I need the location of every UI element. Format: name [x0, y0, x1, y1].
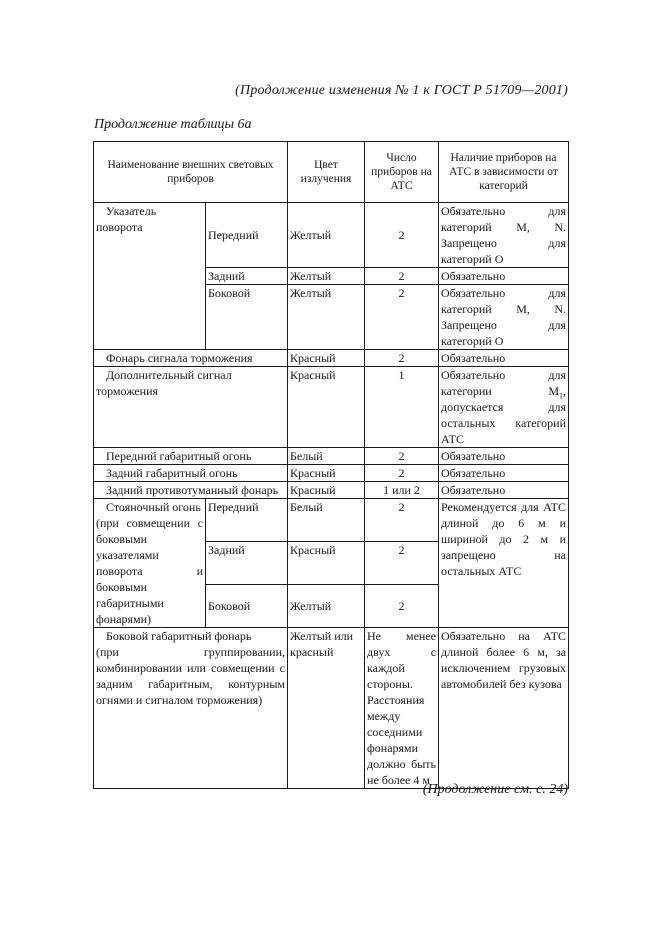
- cell-brake-name: Фонарь сигнала торможения: [94, 350, 288, 367]
- cell-turn-side-count: 2: [365, 285, 439, 350]
- cell-side-marker-count: Не менее двух с каждой стороны. Расстояния между соседними фонарями должно быть не более 4 м: [365, 628, 439, 789]
- cell-extra-brake-presence: [439, 367, 569, 448]
- col-header-color: Цвет излучения: [288, 142, 365, 203]
- category-subscript: 1: [559, 391, 564, 401]
- cell-extra-brake-name: Дополнительный сигнал торможения: [94, 367, 288, 448]
- table-row: [94, 367, 569, 448]
- cell-turn-side-color: Желтый: [288, 285, 365, 350]
- cell-brake-color: Красный: [288, 350, 365, 367]
- presence-text-start: Обязательно для категории М: [441, 368, 567, 398]
- cell-parking-front-pos: Передний: [206, 499, 288, 542]
- header-continuation: (Продолжение изменения № 1 к ГОСТ Р 51709—2001): [235, 83, 568, 98]
- side-marker-note: (при группировании, комбинировании или совмещении с задним габаритным, контурным огнями и сигналом торможения): [96, 645, 286, 707]
- table-row: [94, 628, 569, 789]
- table-row: [94, 448, 569, 465]
- parking-note: (при совмещении с боковыми указателями поворота и боковыми габаритными фонарями): [96, 516, 203, 626]
- cell-fog-color: Красный: [288, 482, 365, 499]
- table-row: [94, 465, 569, 482]
- cell-rear-marker-color: Красный: [288, 465, 365, 482]
- cell-parking-name: [94, 499, 206, 628]
- cell-turn-front-pos: Передний: [206, 203, 288, 268]
- cell-rear-marker-presence: Обязательно: [439, 465, 569, 482]
- cell-parking-side-pos: Боковой: [206, 585, 288, 628]
- lighting-table: [93, 141, 569, 789]
- cell-turn-name: Указатель поворота: [94, 203, 206, 350]
- cell-front-marker-count: 2: [365, 448, 439, 465]
- cell-turn-front-presence: Обязательно для категорий М, N. Запрещено для категорий О: [439, 203, 569, 268]
- cell-fog-name: Задний противотуманный фонарь: [94, 482, 288, 499]
- cell-side-marker-presence: Обязательно на АТС длиной более 6 м, за исключением грузовых автомобилей без кузова: [439, 628, 569, 789]
- cell-brake-count: 2: [365, 350, 439, 367]
- table-header-row: [94, 142, 569, 203]
- cell-turn-front-color: Желтый: [288, 203, 365, 268]
- cell-parking-side-count: 2: [365, 585, 439, 628]
- cell-brake-presence: Обязательно: [439, 350, 569, 367]
- cell-turn-side-pos: Боковой: [206, 285, 288, 350]
- cell-parking-front-color: Белый: [288, 499, 365, 542]
- cell-turn-front-count: 2: [365, 203, 439, 268]
- cell-extra-brake-count: 1: [365, 367, 439, 448]
- cell-parking-presence: Рекомендуется для АТС длиной до 6 м и шириной до 2 м и запрещено на остальных АТС: [439, 499, 569, 628]
- cell-turn-rear-count: 2: [365, 268, 439, 285]
- cell-front-marker-presence: Обязательно: [439, 448, 569, 465]
- table-row: [94, 203, 569, 268]
- table-row: [94, 482, 569, 499]
- col-header-presence: Наличие приборов на АТС в зависимости от категорий: [439, 142, 569, 203]
- footer-continuation: (Продолжение см. с. 24): [422, 782, 568, 797]
- cell-front-marker-color: Белый: [288, 448, 365, 465]
- table-row: [94, 350, 569, 367]
- cell-parking-rear-count: 2: [365, 542, 439, 585]
- col-header-count: Число приборов на АТС: [365, 142, 439, 203]
- cell-fog-count: 1 или 2: [365, 482, 439, 499]
- cell-turn-rear-color: Желтый: [288, 268, 365, 285]
- cell-turn-side-presence: Обязательно для категорий М, N. Запрещено для категорий О: [439, 285, 569, 350]
- cell-fog-presence: Обязательно: [439, 482, 569, 499]
- presence-text-end: , допускается для остальных категорий АТС: [441, 384, 567, 446]
- cell-parking-side-color: Желтый: [288, 585, 365, 628]
- col-header-name: Наименование внешних световых приборов: [94, 142, 288, 203]
- cell-turn-rear-pos: Задний: [206, 268, 288, 285]
- cell-side-marker-name: [94, 628, 288, 789]
- cell-extra-brake-color: Красный: [288, 367, 365, 448]
- parking-title: Стояночный огонь: [106, 500, 201, 514]
- cell-rear-marker-name: Задний габаритный огонь: [94, 465, 288, 482]
- cell-parking-rear-color: Красный: [288, 542, 365, 585]
- cell-turn-rear-presence: Обязательно: [439, 268, 569, 285]
- side-marker-title: Боковой габаритный фонарь: [106, 629, 252, 643]
- table-caption: Продолжение таблицы 6а: [94, 117, 252, 132]
- cell-parking-rear-pos: Задний: [206, 542, 288, 585]
- cell-side-marker-color: Желтый или красный: [288, 628, 365, 789]
- cell-front-marker-name: Передний габаритный огонь: [94, 448, 288, 465]
- cell-parking-front-count: 2: [365, 499, 439, 542]
- table-row: [94, 499, 569, 542]
- cell-rear-marker-count: 2: [365, 465, 439, 482]
